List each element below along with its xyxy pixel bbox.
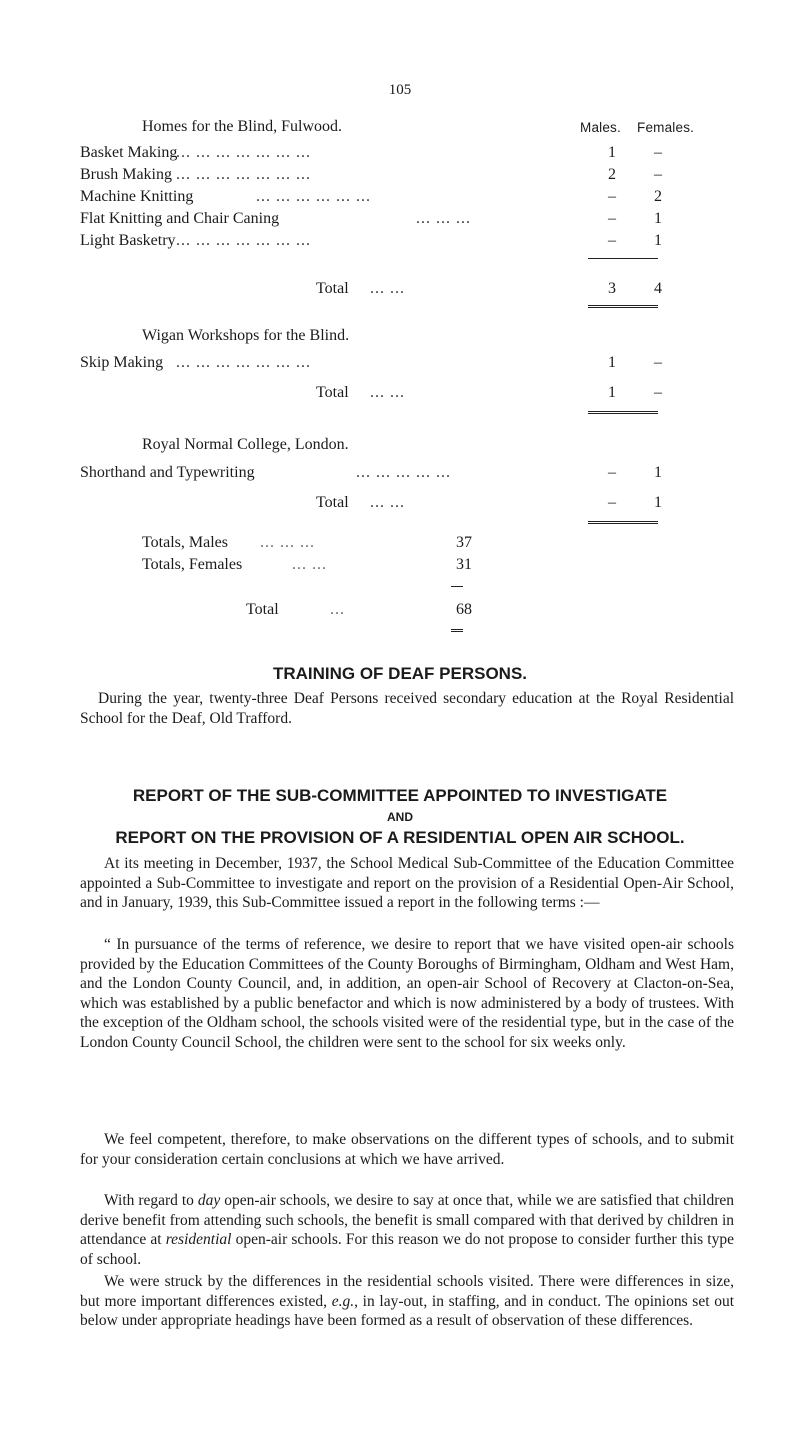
table-row (80, 462, 720, 484)
leader-dots: ... ... (370, 494, 405, 511)
total-females-value: 1 (654, 494, 662, 511)
males-value: 1 (608, 354, 616, 371)
total-double-rule (588, 521, 658, 524)
summary-row-females (142, 554, 542, 576)
total-males-value: – (608, 494, 616, 511)
table1-title: Homes for the Blind, Fulwood. (142, 118, 342, 135)
para4-residential-italic: residential (165, 1231, 232, 1249)
total-row (80, 492, 720, 514)
summary-double-rule (451, 629, 463, 632)
females-value: – (654, 354, 662, 371)
table-row (80, 230, 720, 252)
females-value: 2 (654, 188, 662, 205)
page-number: 105 (388, 82, 412, 98)
table2-title: Wigan Workshops for the Blind. (142, 327, 350, 344)
females-column-header: Females. (637, 120, 695, 135)
deaf-paragraph: During the year, twenty-three Deaf Persons received secondary education at the Royal Residential School for the Deaf, Old Trafford. (80, 690, 734, 727)
leader-dots: ... (330, 601, 345, 618)
males-value: 2 (608, 166, 616, 183)
females-value: 1 (654, 464, 662, 481)
para5-eg-italic: e.g. (331, 1292, 355, 1310)
summary-totals (142, 532, 542, 576)
para4-text: With regard to (104, 1192, 198, 1209)
leader-dots: ... ... ... (260, 534, 315, 551)
report-heading-and: AND (387, 810, 413, 824)
total-double-rule (588, 411, 658, 414)
total-males-value: 1 (608, 384, 616, 401)
row-label: Machine Knitting (80, 188, 194, 205)
table-row (80, 142, 720, 164)
leader-dots: ... ... ... (416, 210, 471, 227)
males-value: – (608, 232, 616, 249)
leader-dots: ... ... (370, 280, 405, 297)
report-heading-line2: REPORT ON THE PROVISION OF A RESIDENTIAL OPEN AIR SCHOOL. (115, 828, 685, 847)
row-label: Flat Knitting and Chair Caning (80, 210, 280, 227)
females-value: – (654, 144, 662, 161)
table-row (80, 164, 720, 186)
summary-females-label: Totals, Females (142, 556, 243, 573)
total-double-rule (588, 305, 658, 308)
females-value: 1 (654, 210, 662, 227)
para4-text: open-air schools, we desire to say at once that, while we are satisfied that children derive benefit from attending such schools, the benefit is small compared with that derived by children in attendance at (80, 1192, 734, 1249)
males-value: 1 (608, 144, 616, 161)
males-value: – (608, 464, 616, 481)
row-label: Shorthand and Typewriting (80, 464, 255, 481)
total-label: Total (316, 384, 349, 401)
subtotal-rule (588, 258, 658, 259)
table3-body (80, 462, 720, 514)
table1-body (80, 142, 720, 252)
report-paragraph-3: We feel competent, therefore, to make observations on the different types of schools, and to submit for your consideration certain conclusions at which we have arrived. (80, 1131, 734, 1168)
para4-text: open-air schools. For this reason we do not propose to consider further this type of school. (80, 1231, 734, 1268)
total-females-value: – (654, 384, 662, 401)
total-label: Total (316, 494, 349, 511)
table-row (80, 208, 720, 230)
leader-dots: ... ... ... ... ... (356, 464, 451, 481)
para4-day-italic: day (197, 1192, 221, 1209)
table2-body (80, 352, 720, 404)
total-females-value: 4 (654, 280, 662, 297)
summary-row-males (142, 532, 542, 554)
report-heading-line1: REPORT OF THE SUB-COMMITTEE APPOINTED TO INVESTIGATE (132, 786, 668, 805)
report-paragraph-4 (80, 1191, 734, 1269)
summary-total (142, 599, 542, 621)
report-paragraph-1: At its meeting in December, 1937, the School Medical Sub-Committee of the Education Committee appointed a Sub-Committee to investigate and report on the provision of a Residential Open-Air School, and in January, 1939, this Sub-Committee issued a report in the following terms :— (80, 855, 734, 912)
leader-dots: ... ... ... ... ... ... ... (176, 232, 311, 249)
report-paragraph-2: “ In pursuance of the terms of reference, we desire to report that we have visited open-air schools provided by the Education Committees of the County Boroughs of Birmingham, Oldham and West Ham, and the London County Council, and, in addition, an open-air School of Recovery at Clacton-on-Sea, which was established by a public benefactor and which is now administered by a body of trustees. With the exception of the Oldham school, the schools visited were of the residential type, but in the case of the London County Council School, the children were sent to the school for six weeks only. (80, 936, 734, 1051)
section-heading-deaf: TRAINING OF DEAF PERSONS. (272, 664, 528, 683)
total-row (80, 278, 720, 300)
males-column-header: Males. (580, 120, 621, 135)
summary-males-value: 37 (456, 534, 472, 551)
para5-text: We were struck by the differences in the residential schools visited. There were differences in size, but more important differences existed, (80, 1273, 734, 1310)
summary-rule (451, 586, 463, 587)
leader-dots: ... ... ... ... ... ... ... (176, 144, 311, 161)
leader-dots: ... ... ... ... ... ... (256, 188, 371, 205)
row-label: Basket Making (80, 144, 178, 161)
summary-females-value: 31 (456, 556, 472, 573)
summary-males-label: Totals, Males (142, 534, 228, 551)
summary-row-total (142, 599, 542, 621)
total-males-value: 3 (608, 280, 616, 297)
leader-dots: ... ... ... ... ... ... ... (176, 166, 311, 183)
table3-title: Royal Normal College, London. (142, 436, 349, 453)
total-row (80, 382, 720, 404)
summary-total-value: 68 (456, 601, 472, 618)
females-value: 1 (654, 232, 662, 249)
table1-total (80, 278, 720, 300)
row-label: Skip Making (80, 354, 164, 371)
males-value: – (608, 188, 616, 205)
leader-dots: ... ... (370, 384, 405, 401)
table-row (80, 186, 720, 208)
table-row (80, 352, 720, 374)
females-value: – (654, 166, 662, 183)
row-label: Brush Making (80, 166, 172, 183)
leader-dots: ... ... ... ... ... ... ... (176, 354, 311, 371)
row-label: Light Basketry (80, 232, 176, 249)
report-paragraph-5 (80, 1272, 734, 1331)
leader-dots: ... ... (292, 556, 327, 573)
para5-text: , in lay-out, in staffing, and in conduct. The opinions set out below under appropriate headings have been formed as a result of observation of these differences. (80, 1292, 735, 1330)
total-label: Total (316, 280, 349, 297)
males-value: – (608, 210, 616, 227)
summary-total-label: Total (246, 601, 279, 618)
